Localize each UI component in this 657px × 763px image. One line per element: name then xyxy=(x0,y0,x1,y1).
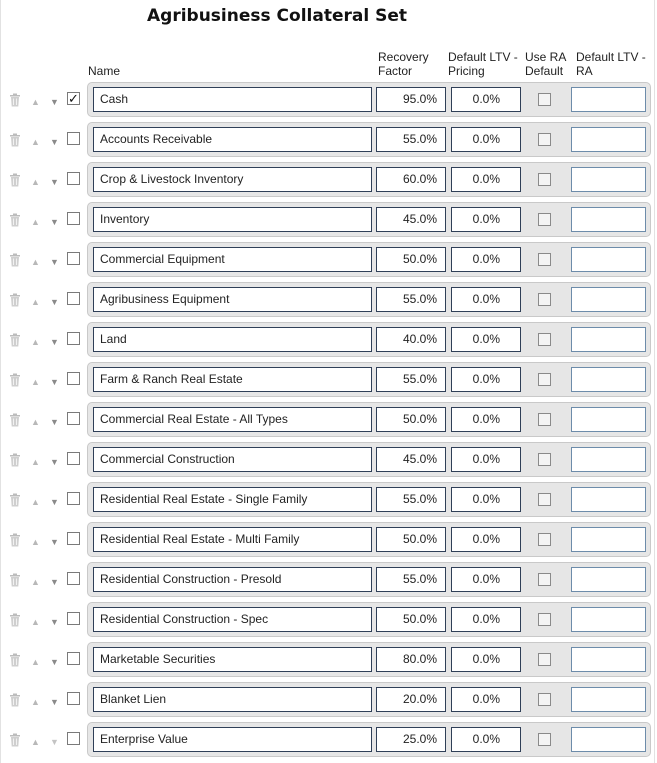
default-ltv-pricing-input[interactable]: 0.0% xyxy=(451,87,521,112)
arrow-down-icon[interactable]: ▼ xyxy=(50,617,59,627)
arrow-up-icon[interactable]: ▲ xyxy=(31,337,40,347)
arrow-up-icon[interactable]: ▲ xyxy=(31,217,40,227)
header-use-ra-default: Use RA Default xyxy=(525,50,567,78)
collateral-row xyxy=(1,600,657,640)
collateral-row xyxy=(1,360,657,400)
arrow-down-icon[interactable]: ▼ xyxy=(50,137,59,147)
use-ra-default-checkbox[interactable] xyxy=(538,333,551,346)
use-ra-default-checkbox[interactable] xyxy=(538,573,551,586)
default-ltv-ra-input[interactable] xyxy=(571,247,646,272)
collateral-row-panel xyxy=(87,562,651,597)
default-ltv-pricing-input[interactable]: 0.0% xyxy=(451,607,521,632)
collateral-name-input[interactable]: Inventory xyxy=(93,207,372,232)
row-select-checkbox[interactable] xyxy=(67,732,80,745)
row-select-checkbox[interactable] xyxy=(67,612,80,625)
use-ra-default-checkbox[interactable] xyxy=(538,413,551,426)
arrow-up-icon[interactable]: ▲ xyxy=(31,697,40,707)
collateral-row-panel xyxy=(87,202,651,237)
recovery-factor-input[interactable]: 55.0% xyxy=(376,367,446,392)
trash-icon[interactable] xyxy=(9,653,21,667)
arrow-up-icon[interactable]: ▲ xyxy=(31,97,40,107)
collateral-row xyxy=(1,200,657,240)
collateral-name-input[interactable]: Residential Real Estate - Multi Family xyxy=(93,527,372,552)
trash-icon[interactable] xyxy=(9,413,21,427)
arrow-down-icon[interactable]: ▼ xyxy=(50,337,59,347)
arrow-down-icon[interactable]: ▼ xyxy=(50,497,59,507)
default-ltv-pricing-input[interactable]: 0.0% xyxy=(451,447,521,472)
default-ltv-pricing-input[interactable]: 0.0% xyxy=(451,687,521,712)
default-ltv-pricing-input[interactable]: 0.0% xyxy=(451,247,521,272)
arrow-up-icon[interactable]: ▲ xyxy=(31,177,40,187)
default-ltv-ra-input[interactable] xyxy=(571,727,646,752)
recovery-factor-input[interactable]: 55.0% xyxy=(376,567,446,592)
row-select-checkbox[interactable] xyxy=(67,172,80,185)
use-ra-default-checkbox[interactable] xyxy=(538,653,551,666)
header-default-ltv-pricing: Default LTV - Pricing xyxy=(448,50,518,78)
row-select-checkbox[interactable] xyxy=(67,412,80,425)
default-ltv-ra-input[interactable] xyxy=(571,407,646,432)
row-select-checkbox[interactable]: ✓ xyxy=(68,91,79,106)
row-select-checkbox[interactable] xyxy=(67,532,80,545)
default-ltv-pricing-input[interactable]: 0.0% xyxy=(451,527,521,552)
default-ltv-ra-input[interactable] xyxy=(571,687,646,712)
header-name: Name xyxy=(88,64,121,78)
header-recovery-factor: Recovery Factor xyxy=(378,50,429,78)
row-select-checkbox[interactable] xyxy=(67,132,80,145)
collateral-row-panel xyxy=(87,322,651,357)
recovery-factor-input[interactable]: 55.0% xyxy=(376,287,446,312)
collateral-row-panel xyxy=(87,122,651,157)
recovery-factor-input[interactable]: 80.0% xyxy=(376,647,446,672)
default-ltv-ra-input[interactable] xyxy=(571,127,646,152)
default-ltv-pricing-input[interactable]: 0.0% xyxy=(451,567,521,592)
trash-icon[interactable] xyxy=(9,333,21,347)
arrow-up-icon[interactable]: ▲ xyxy=(31,297,40,307)
use-ra-default-checkbox[interactable] xyxy=(538,693,551,706)
collateral-row-panel xyxy=(87,682,651,717)
arrow-down-icon[interactable]: ▼ xyxy=(50,537,59,547)
row-select-checkbox[interactable] xyxy=(67,372,80,385)
collateral-name-input[interactable]: Commercial Equipment xyxy=(93,247,372,272)
use-ra-default-checkbox[interactable] xyxy=(538,613,551,626)
default-ltv-pricing-input[interactable]: 0.0% xyxy=(451,727,521,752)
arrow-up-icon[interactable]: ▲ xyxy=(31,657,40,667)
default-ltv-pricing-input[interactable]: 0.0% xyxy=(451,367,521,392)
row-select-checkbox[interactable] xyxy=(67,332,80,345)
row-select-checkbox[interactable] xyxy=(67,292,80,305)
collateral-name-input[interactable]: Residential Real Estate - Single Family xyxy=(93,487,372,512)
collateral-row xyxy=(1,720,657,760)
use-ra-default-checkbox[interactable] xyxy=(538,733,551,746)
use-ra-default-checkbox[interactable] xyxy=(538,453,551,466)
trash-icon[interactable] xyxy=(9,133,21,147)
recovery-factor-input[interactable]: 95.0% xyxy=(376,87,446,112)
arrow-down-icon[interactable]: ▼ xyxy=(50,457,59,467)
trash-icon[interactable] xyxy=(9,293,21,307)
row-select-checkbox[interactable] xyxy=(67,652,80,665)
arrow-up-icon[interactable]: ▲ xyxy=(31,257,40,267)
collateral-name-input[interactable]: Commercial Construction xyxy=(93,447,372,472)
collateral-name-input[interactable]: Commercial Real Estate - All Types xyxy=(93,407,372,432)
recovery-factor-input[interactable]: 50.0% xyxy=(376,607,446,632)
row-select-checkbox[interactable] xyxy=(67,572,80,585)
use-ra-default-checkbox[interactable] xyxy=(538,133,551,146)
collateral-name-input[interactable]: Blanket Lien xyxy=(93,687,372,712)
arrow-up-icon[interactable]: ▲ xyxy=(31,617,40,627)
collateral-row xyxy=(1,520,657,560)
collateral-row xyxy=(1,320,657,360)
trash-icon[interactable] xyxy=(9,533,21,547)
collateral-name-input[interactable]: Enterprise Value xyxy=(93,727,372,752)
collateral-name-input[interactable]: Accounts Receivable xyxy=(93,127,372,152)
arrow-down-icon[interactable]: ▼ xyxy=(50,377,59,387)
use-ra-default-checkbox[interactable] xyxy=(538,253,551,266)
collateral-row-panel xyxy=(87,522,651,557)
arrow-up-icon[interactable]: ▲ xyxy=(31,577,40,587)
recovery-factor-input[interactable]: 60.0% xyxy=(376,167,446,192)
page-title: Agribusiness Collateral Set xyxy=(147,6,407,26)
collateral-row-panel xyxy=(87,602,651,637)
row-select-checkbox[interactable] xyxy=(67,252,80,265)
collateral-row-panel xyxy=(87,282,651,317)
default-ltv-pricing-input[interactable]: 0.0% xyxy=(451,167,521,192)
arrow-up-icon[interactable]: ▲ xyxy=(31,137,40,147)
default-ltv-ra-input[interactable] xyxy=(571,287,646,312)
trash-icon[interactable] xyxy=(9,253,21,267)
trash-icon[interactable] xyxy=(9,573,21,587)
default-ltv-ra-input[interactable] xyxy=(571,327,646,352)
trash-icon[interactable] xyxy=(9,493,21,507)
trash-icon[interactable] xyxy=(9,733,21,747)
collateral-name-input[interactable]: Residential Construction - Spec xyxy=(93,607,372,632)
arrow-down-icon[interactable]: ▼ xyxy=(50,297,59,307)
arrow-up-icon[interactable]: ▲ xyxy=(31,737,40,747)
collateral-name-input[interactable]: Cash xyxy=(93,87,372,112)
recovery-factor-input[interactable]: 45.0% xyxy=(376,447,446,472)
row-select-checkbox[interactable] xyxy=(67,492,80,505)
arrow-up-icon[interactable]: ▲ xyxy=(31,497,40,507)
default-ltv-ra-input[interactable] xyxy=(571,207,646,232)
arrow-down-icon[interactable]: ▼ xyxy=(50,577,59,587)
default-ltv-pricing-input[interactable]: 0.0% xyxy=(451,407,521,432)
default-ltv-ra-input[interactable] xyxy=(571,447,646,472)
collateral-row-panel xyxy=(87,162,651,197)
use-ra-default-checkbox[interactable] xyxy=(538,373,551,386)
default-ltv-ra-input[interactable] xyxy=(571,367,646,392)
collateral-name-input[interactable]: Farm & Ranch Real Estate xyxy=(93,367,372,392)
row-select-checkbox[interactable] xyxy=(67,692,80,705)
arrow-down-icon[interactable]: ▼ xyxy=(50,97,59,107)
default-ltv-ra-input[interactable] xyxy=(571,607,646,632)
arrow-up-icon[interactable]: ▲ xyxy=(31,537,40,547)
use-ra-default-checkbox[interactable] xyxy=(538,493,551,506)
use-ra-default-checkbox[interactable] xyxy=(538,533,551,546)
header-default-ltv-ra: Default LTV - RA xyxy=(576,50,646,78)
arrow-down-icon[interactable]: ▼ xyxy=(50,177,59,187)
recovery-factor-input[interactable]: 55.0% xyxy=(376,487,446,512)
arrow-down-icon[interactable]: ▼ xyxy=(50,737,59,747)
default-ltv-pricing-input[interactable]: 0.0% xyxy=(451,287,521,312)
trash-icon[interactable] xyxy=(9,373,21,387)
collateral-name-input[interactable]: Land xyxy=(93,327,372,352)
collateral-name-input[interactable]: Crop & Livestock Inventory xyxy=(93,167,372,192)
collateral-name-input[interactable]: Marketable Securities xyxy=(93,647,372,672)
arrow-down-icon[interactable]: ▼ xyxy=(50,417,59,427)
default-ltv-pricing-input[interactable]: 0.0% xyxy=(451,487,521,512)
arrow-down-icon[interactable]: ▼ xyxy=(50,217,59,227)
recovery-factor-input[interactable]: 50.0% xyxy=(376,407,446,432)
arrow-down-icon[interactable]: ▼ xyxy=(50,697,59,707)
recovery-factor-input[interactable]: 55.0% xyxy=(376,127,446,152)
default-ltv-ra-input[interactable] xyxy=(571,87,646,112)
recovery-factor-input[interactable]: 40.0% xyxy=(376,327,446,352)
recovery-factor-input[interactable]: 25.0% xyxy=(376,727,446,752)
trash-icon[interactable] xyxy=(9,453,21,467)
collateral-row-panel xyxy=(87,362,651,397)
default-ltv-pricing-input[interactable]: 0.0% xyxy=(451,327,521,352)
use-ra-default-checkbox[interactable] xyxy=(538,93,551,106)
collateral-row xyxy=(1,80,657,120)
trash-icon[interactable] xyxy=(9,93,21,107)
collateral-row xyxy=(1,240,657,280)
recovery-factor-input[interactable]: 45.0% xyxy=(376,207,446,232)
collateral-row-panel xyxy=(87,442,651,477)
use-ra-default-checkbox[interactable] xyxy=(538,173,551,186)
trash-icon[interactable] xyxy=(9,613,21,627)
collateral-row-panel xyxy=(87,402,651,437)
collateral-row xyxy=(1,440,657,480)
arrow-up-icon[interactable]: ▲ xyxy=(31,377,40,387)
row-select-checkbox[interactable] xyxy=(67,452,80,465)
collateral-row-panel xyxy=(87,242,651,277)
collateral-row-panel xyxy=(87,482,651,517)
collateral-row xyxy=(1,120,657,160)
trash-icon[interactable] xyxy=(9,213,21,227)
collateral-name-input[interactable]: Residential Construction - Presold xyxy=(93,567,372,592)
default-ltv-pricing-input[interactable]: 0.0% xyxy=(451,647,521,672)
use-ra-default-checkbox[interactable] xyxy=(538,213,551,226)
collateral-row xyxy=(1,640,657,680)
default-ltv-pricing-input[interactable]: 0.0% xyxy=(451,127,521,152)
trash-icon[interactable] xyxy=(9,173,21,187)
collateral-row xyxy=(1,560,657,600)
row-select-checkbox[interactable] xyxy=(67,212,80,225)
default-ltv-ra-input[interactable] xyxy=(571,167,646,192)
collateral-row xyxy=(1,400,657,440)
collateral-row xyxy=(1,280,657,320)
default-ltv-pricing-input[interactable]: 0.0% xyxy=(451,207,521,232)
default-ltv-ra-input[interactable] xyxy=(571,487,646,512)
collateral-row xyxy=(1,160,657,200)
collateral-row xyxy=(1,680,657,720)
trash-icon[interactable] xyxy=(9,693,21,707)
recovery-factor-input[interactable]: 50.0% xyxy=(376,247,446,272)
recovery-factor-input[interactable]: 20.0% xyxy=(376,687,446,712)
collateral-name-input[interactable]: Agribusiness Equipment xyxy=(93,287,372,312)
collateral-row-panel xyxy=(87,722,651,757)
collateral-row xyxy=(1,480,657,520)
default-ltv-ra-input[interactable] xyxy=(571,647,646,672)
use-ra-default-checkbox[interactable] xyxy=(538,293,551,306)
recovery-factor-input[interactable]: 50.0% xyxy=(376,527,446,552)
arrow-up-icon[interactable]: ▲ xyxy=(31,417,40,427)
arrow-up-icon[interactable]: ▲ xyxy=(31,457,40,467)
default-ltv-ra-input[interactable] xyxy=(571,567,646,592)
arrow-down-icon[interactable]: ▼ xyxy=(50,257,59,267)
collateral-row-panel xyxy=(87,642,651,677)
collateral-row-panel xyxy=(87,82,651,117)
arrow-down-icon[interactable]: ▼ xyxy=(50,657,59,667)
default-ltv-ra-input[interactable] xyxy=(571,527,646,552)
